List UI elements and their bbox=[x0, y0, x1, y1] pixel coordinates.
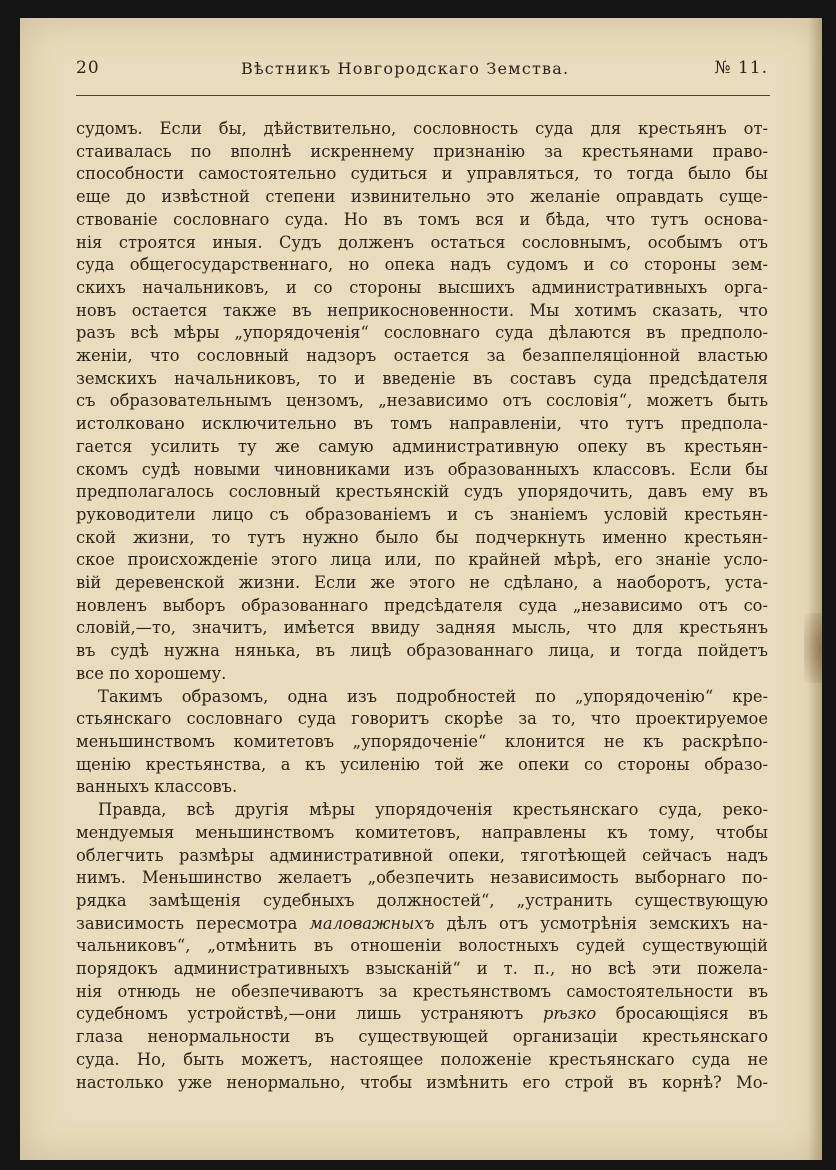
header-rule bbox=[76, 95, 770, 96]
text-line: глаза ненормальности въ существующей организацiи крестьянскаго bbox=[76, 1027, 768, 1047]
text-line: все по хорошему. bbox=[76, 663, 227, 683]
running-header bbox=[76, 58, 768, 88]
paper-stain bbox=[804, 613, 822, 683]
text-line: мендуемыя меньшинствомъ комитетовъ, направлены къ тому, чтобы bbox=[76, 822, 768, 842]
issue-number: № 11. bbox=[714, 58, 768, 78]
text-line: нимъ. Меньшинство желаетъ „обезпечить независимость выборнаго по- bbox=[76, 868, 768, 888]
text-run: судебномъ устройствѣ,—они лишь устраняютъ bbox=[76, 1004, 543, 1024]
text-line: способности самостоятельно судиться и управляться, то тогда было бы bbox=[76, 164, 768, 184]
text-line: словiй,—то, значитъ, имѣется ввиду задняя мысль, что для крестьянъ bbox=[76, 618, 768, 638]
text-line: нiя отнюдь не обезпечиваютъ за крестьянствомъ самостоятельности въ bbox=[76, 981, 768, 1001]
text-line: Правда, всѣ другiя мѣры упорядоченiя крестьянскаго суда, реко- bbox=[98, 800, 768, 820]
text-line: чальниковъ“, „отмѣнить въ отношенiи волостныхъ судей существующiй bbox=[76, 936, 768, 956]
text-line: вiй деревенской жизни. Если же этого не сдѣлано, а наоборотъ, уста- bbox=[76, 573, 768, 593]
text-line: съ образовательнымъ цензомъ, „независимо отъ сословiя“, можетъ быть bbox=[76, 391, 768, 411]
paragraph-3 bbox=[76, 799, 768, 1094]
text-line: меньшинствомъ комитетовъ „упорядоченiе“ клонится не къ раскрѣпо- bbox=[76, 731, 768, 751]
text-line: предполагалось сословный крестьянскiй судъ упорядочить, давъ ему въ bbox=[76, 482, 768, 502]
page-edge-shadow bbox=[808, 18, 822, 1160]
text-line: суда общегосударственнаго, но опека надъ судомъ и со стороны зем- bbox=[76, 255, 768, 275]
italic-text-run: рѣзко bbox=[542, 1004, 597, 1024]
text-line: скихъ начальниковъ, и со стороны высшихъ административныхъ орга- bbox=[76, 277, 768, 297]
text-line: рядка замѣщенiя судебныхъ должностей“, „устранить существующую bbox=[76, 890, 768, 910]
page-number: 20 bbox=[76, 58, 100, 78]
text-line: ской жизни, то тутъ нужно было бы подчеркнуть именно крестьян- bbox=[76, 527, 768, 547]
article-body bbox=[76, 118, 768, 1094]
paragraph-1 bbox=[76, 118, 768, 686]
text-line: женiи, что сословный надзоръ остается за безаппеляцiонной властью bbox=[76, 346, 768, 366]
text-line: стьянскаго сословнаго суда говоритъ скорѣе за то, что проектируемое bbox=[76, 709, 768, 729]
text-line: нiя строятся иныя. Судъ долженъ остаться сословнымъ, особымъ отъ bbox=[76, 232, 768, 252]
text-line: новъ остается также въ неприкосновенности. Мы хотимъ сказать, что bbox=[76, 300, 768, 320]
paragraph-2 bbox=[76, 686, 768, 800]
text-run: дѣлъ отъ усмотрѣнiя земскихъ на- bbox=[434, 913, 768, 933]
text-line: ванныхъ классовъ. bbox=[76, 777, 238, 797]
text-line: еще до извѣстной степени извинительно это желанiе оправдать суще- bbox=[76, 187, 768, 207]
text-line: суда. Но, быть можетъ, настоящее положенiе крестьянскаго суда не bbox=[76, 1049, 768, 1069]
text-line: руководители лицо съ образованiемъ и съ знанiемъ условiй крестьян- bbox=[76, 504, 768, 524]
text-line: облегчить размѣры административной опеки, тяготѣющей сейчасъ надъ bbox=[76, 845, 768, 865]
text-line: Такимъ образомъ, одна изъ подробностей по „упорядоченiю“ кре- bbox=[98, 686, 768, 706]
text-line: скомъ судѣ новыми чиновниками изъ образованныхъ классовъ. Если бы bbox=[76, 459, 768, 479]
text-line: настолько уже ненормально, чтобы измѣнить его строй въ корнѣ? Мо- bbox=[76, 1072, 768, 1092]
text-run: зависимость пересмотра bbox=[76, 913, 310, 933]
text-line: гается усилить ту же самую административную опеку въ крестьян- bbox=[76, 436, 768, 456]
text-line: ское происхожденiе этого лица или, по крайней мѣрѣ, его знанiе усло- bbox=[76, 550, 768, 570]
text-line: въ судѣ нужна нянька, въ лицѣ образованнаго лица, и тогда пойдетъ bbox=[76, 641, 768, 661]
text-line: земскихъ начальниковъ, то и введенiе въ составъ суда предсѣдателя bbox=[76, 368, 768, 388]
italic-text-run: маловажныхъ bbox=[309, 913, 435, 933]
text-line bbox=[76, 913, 768, 936]
text-line bbox=[76, 1003, 768, 1026]
text-line: щенiю крестьянства, а къ усиленiю той же опеки со стороны образо- bbox=[76, 754, 768, 774]
text-line: истолковано исключительно въ томъ направленiи, что тутъ предпола- bbox=[76, 414, 768, 434]
text-line: новленъ выборъ образованнаго предсѣдателя суда „независимо отъ со- bbox=[76, 595, 768, 615]
text-line: стаивалась по вполнѣ искреннему признанiю за крестьянами право- bbox=[76, 141, 768, 161]
text-line: порядокъ административныхъ взысканiй“ и т. п., но всѣ эти пожела- bbox=[76, 959, 768, 979]
journal-title: Вѣстникъ Новгородскаго Земства. bbox=[241, 59, 570, 78]
text-line: судомъ. Если бы, дѣйствительно, сословность суда для крестьянъ от- bbox=[76, 119, 768, 138]
text-line: ствованiе сословнаго суда. Но въ томъ вся и бѣда, что тутъ основа- bbox=[76, 209, 768, 229]
text-run: бросающiяся въ bbox=[596, 1004, 768, 1024]
text-line: разъ всѣ мѣры „упорядоченiя“ сословнаго суда дѣлаются въ предполо- bbox=[76, 323, 768, 343]
